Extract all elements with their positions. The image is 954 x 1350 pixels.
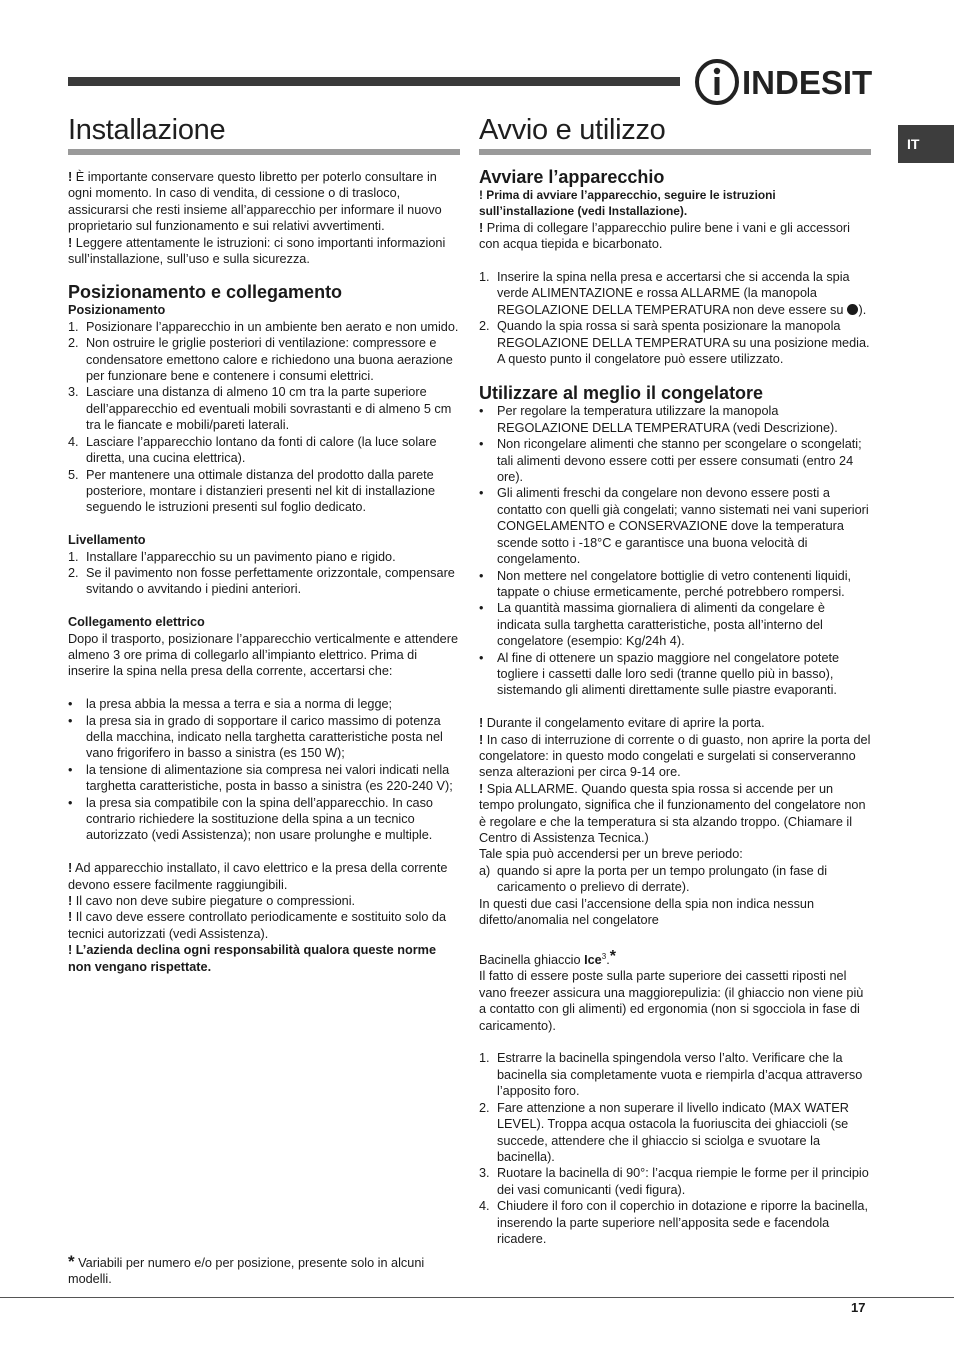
alarm-paragraph: Tale spia può accendersi per un breve periodo:: [479, 847, 743, 862]
footnote-star: *: [68, 1252, 75, 1271]
list-item: • Non mettere nel congelatore bottiglie di vetro contenenti liquidi, tappate o chiuse ermeticamente, perché potrebbero rompersi.: [479, 568, 852, 599]
list-item: 2. Se il pavimento non fosse perfettamente orizzontale, compensare svitando o avvitando i piedini anteriori.: [68, 565, 455, 597]
section-title-best-use: Utilizzare al meglio il congelatore: [479, 383, 764, 404]
subheading-electrical: Collegamento elettrico: [68, 615, 205, 630]
list-item: • Al fine di ottenere un spazio maggiore nel congelatore potete togliere i cassetti dalle loro sedi (tranne quello più in basso), sistemando gli alimenti direttamente sulle piastre evaporanti.: [479, 650, 840, 698]
note-door: ! Durante il congelamento evitare di aprire la porta.: [479, 716, 765, 731]
list-item: 2. Non ostruire le griglie posteriori di ventilazione: compressore e condensatore emettono calore e richiedono una buona aerazione per funzionare bene e contenere i consumi elettrici.: [68, 336, 453, 384]
list-item: 4. Lasciare l’apparecchio lontano da fonti di calore (la luce solare diretta, una cucina elettrica).: [68, 434, 437, 466]
section-title-positioning: Posizionamento e collegamento: [68, 282, 343, 303]
list-item: • Per regolare la temperatura utilizzare la manopola REGOLAZIONE DELLA TEMPERATURA (vedi Descrizione).: [479, 404, 838, 435]
installation-column: [68, 112, 460, 975]
start-bold-note: ! Prima di avviare l’apparecchio, seguire le istruzioni sull’installazione (vedi Installazione).: [479, 188, 776, 219]
start-list: [479, 269, 871, 367]
list-item: 5. Per mantenere una ottimale distanza del prodotto dalla parete posteriore, montare i distanzieri presenti nel kit di installazione seguendo le istruzioni presenti sul foglio dedicato.: [68, 467, 436, 515]
list-item: • la presa abbia la messa a terra e sia a norma di legge;: [68, 697, 393, 712]
leveling-list: [68, 549, 460, 598]
footer-rule: [0, 1297, 954, 1298]
brand-name: INDESIT: [742, 64, 873, 101]
installation-title: Installazione: [68, 112, 460, 155]
best-use-list: [479, 403, 871, 698]
note-alarm: ! Spia ALLARME. Quando questa spia rossa si accende per un tempo prolungato, significa che il funzionamento del congelatore non è regolare e che la temperatura si sta alzando troppo. (Chiamare il Centro di Assistenza Tecnica.): [479, 781, 866, 845]
list-item: 2. Fare attenzione a non superare il livello indicato (MAX WATER LEVEL). Troppa acqua ostacola la fuoriuscita dei ghiaccioli (se succede, attendere che il ghiaccio si sciolga e svuotare la bacinella).: [479, 1100, 849, 1164]
usage-title: Avvio e utilizzo: [479, 112, 871, 155]
list-item: • Non ricongelare alimenti che stanno per scongelare o scongelati; tali alimenti devono essere cotti per essere consumati (entro 24 ore).: [479, 437, 862, 485]
language-tab: IT: [898, 125, 954, 163]
footnote: * Variabili per numero e/o per posizione, presente solo in alcuni modelli.: [68, 1252, 425, 1287]
list-item: 1. Installare l’apparecchio su un pavimento piano e rigido.: [68, 549, 396, 564]
subheading-positioning: Posizionamento: [68, 303, 166, 318]
alarm-conclusion: In questi due casi l’accensione della spia non indica nessun difetto/anomalia nel congelatore: [479, 896, 815, 928]
list-item: • la tensione di alimentazione sia compresa nei valori indicati nella targhetta caratteristiche, posta in basso a sinistra (es 220-240 V);: [68, 762, 453, 794]
list-item: 1. Posizionare l’apparecchio in un ambiente ben aerato e non umido.: [68, 319, 459, 334]
list-item: 4. Chiudere il foro con il coperchio in dotazione e riporre la bacinella, inserendo la parte superiore nell’apposita sede e facendola ricadere.: [479, 1199, 868, 1246]
warning-3: ! Il cavo deve essere controllato periodicamente e sostituito solo da tecnici autorizzati (vedi Assistenza).: [68, 910, 447, 941]
warning-2: ! Il cavo non deve subire piegature o compressioni.: [68, 894, 356, 908]
list-item: 3. Lasciare una distanza di almeno 10 cm tra la parte superiore dell’apparecchio ed eventuali mobili sovrastanti e di almeno 5 cm tra le fiancate e mobili/pareti laterali.: [68, 385, 452, 433]
logo-emblem-icon: [694, 58, 740, 106]
list-item: • La quantità massima giornaliera di alimenti da congelare è indicata sulla targhetta caratteristiche, posta all’interno del congelatore (esempio: Kg/24h 4).: [479, 601, 825, 649]
ice-tray-list: [479, 1050, 871, 1247]
intro-note-2: ! Leggere attentamente le istruzioni: ci sono importanti informazioni sull’installazione, sull’uso e sulla sicurezza.: [68, 235, 446, 267]
warning-1: ! Ad apparecchio installato, il cavo elettrico e la presa della corrente devono essere facilmente raggiungibili.: [68, 861, 448, 892]
ice-tray-paragraph: Il fatto di essere poste sulla parte superiore dei cassetti riposti nel vano freezer assicura una maggiorepulizia: (il ghiaccio non viene più a contatto con gli alimenti) ed ergonomia (non si sgocciola in fase di caricamento).: [479, 969, 864, 1033]
list-item: • la presa sia compatibile con la spina dell’apparecchio. In caso contrario richiedere la sostituzione della spina a un tecnico autorizzato (vedi Assistenza); non usare prolunghe e multiple.: [68, 795, 433, 843]
knob-position-dot-icon: [847, 304, 858, 315]
alarm-item: a) quando si apre la porta per un tempo prolungato (in fase di caricamento o prelievo di derrate).: [479, 863, 828, 895]
page-number: 17: [851, 1300, 866, 1315]
header-rule: [68, 77, 680, 86]
start-note: ! Prima di collegare l’apparecchio pulire bene i vani e gli accessori con acqua tiepida e bicarbonato.: [479, 220, 850, 252]
ice-tray-heading: Bacinella ghiaccio Ice$^3$.*: [479, 948, 616, 968]
note-power-failure: ! In caso di interruzione di corrente o di guasto, non aprire la porta del congelatore: in questo modo congelati e surgelati si conserveranno senza alterazioni per circa 9-14 ore.: [479, 732, 871, 780]
subheading-leveling: Livellamento: [68, 533, 146, 548]
electrical-intro: Dopo il trasporto, posizionare l’apparecchio verticalmente e attendere almeno 3 ore prima di collegarlo all’impianto elettrico. Prima di inserire la spina nella presa della corrente, accertarsi che:: [68, 631, 459, 679]
indesit-logo: [694, 58, 873, 106]
positioning-list: [68, 319, 460, 516]
usage-column: [479, 112, 871, 1247]
list-item: 3. Ruotare la bacinella di 90°: l’acqua riempie le forme per il principio dei vasi comunicanti (vedi figura).: [479, 1166, 869, 1197]
list-item: 2. Quando la spia rossa si sarà spenta posizionare la manopola REGOLAZIONE DELLA TEMPERATURA su una posizione media. A questo punto il congelatore può essere utilizzato.: [479, 319, 870, 367]
list-item: • Gli alimenti freschi da congelare non devono essere posti a contatto con quelli già congelati; vanno sistemati nei vani superiori CONGELAMENTO e CONSERVAZIONE dove la temperatura scende sotto i -18°C e garantisce una buona velocità di congelamento.: [479, 486, 869, 567]
list-item: 1. Estrarre la bacinella spingendola verso l’alto. Verificare che la bacinella sia completamente vuota e riempirla d’acqua attraverso l’apposito foro.: [479, 1051, 863, 1099]
liability-warning: ! L’azienda declina ogni responsabilità qualora queste norme non vengano rispettate.: [68, 943, 437, 974]
list-item: 1. Inserire la spina nella presa e accertarsi che si accenda la spia verde ALIMENTAZIONE e rossa ALLARME (la manopola REGOLAZIONE DELLA TEMPERATURA non deve essere su ).: [479, 270, 867, 317]
list-item: • la presa sia in grado di sopportare il carico massimo di potenza della macchina, indicato nella targhetta caratteristiche posta nel vano frigorifero in basso a sinistra (es 150 W);: [68, 713, 443, 761]
section-title-start: Avviare l’apparecchio: [479, 167, 665, 187]
electrical-list: [68, 696, 460, 844]
intro-note-1: ! È importante conservare questo libretto per poterlo consultare in ogni momento. In caso di vendita, di cessione o di trasloco, assicurarsi che resti insieme all’apparecchio per informare il nuovo proprietario sul funzionamento e sui relativi avvertimenti.: [68, 170, 442, 234]
